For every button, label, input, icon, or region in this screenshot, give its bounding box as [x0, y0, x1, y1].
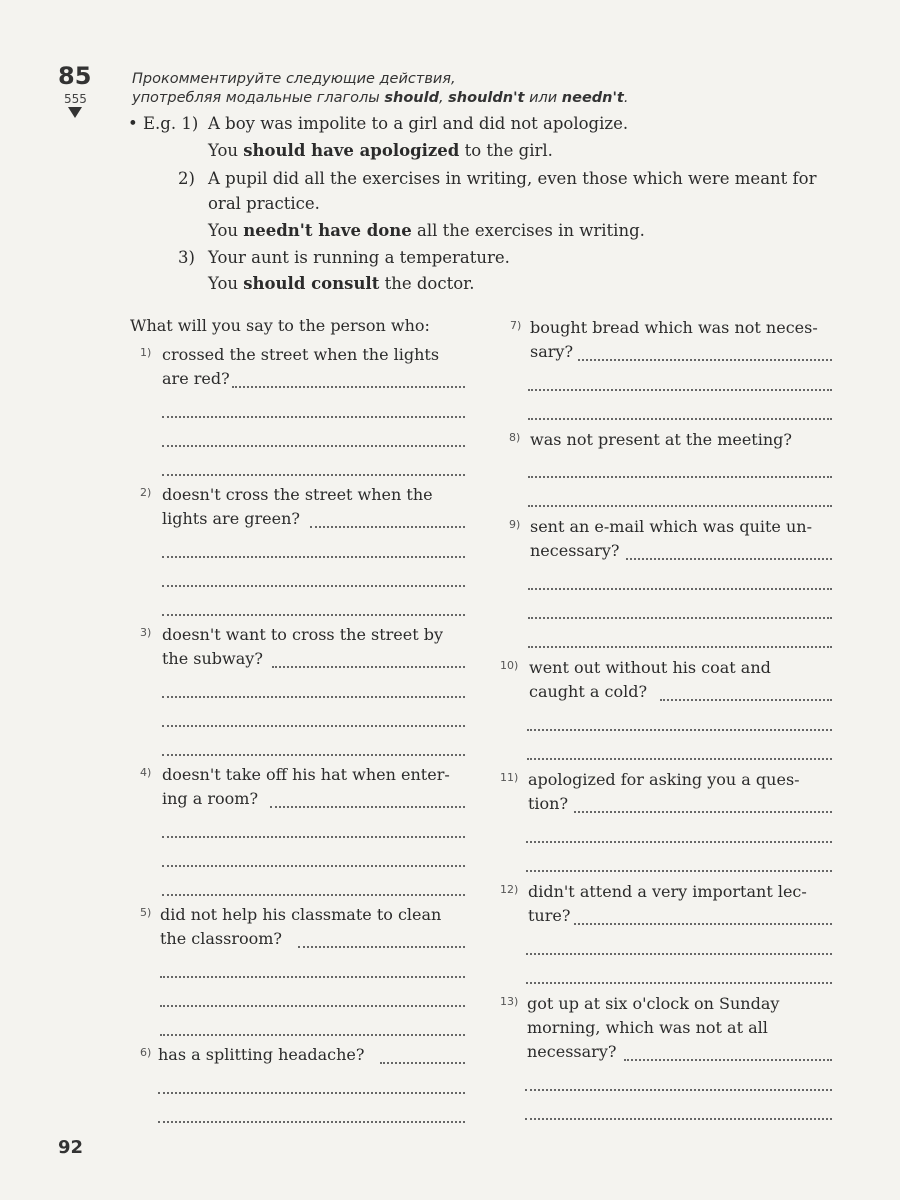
answer-line[interactable] [578, 359, 832, 361]
question-text: didn't attend a very important lec- [528, 882, 807, 901]
instruction-line2: употребляя модальные глаголы should, shouldn't или needn't. [132, 90, 629, 106]
exercise-number: 85 [58, 62, 92, 90]
question-number: 5) [140, 906, 152, 919]
question-text: bought bread which was not neces- [530, 318, 818, 337]
question-text: sary? [530, 342, 574, 361]
example-label: • E.g. 1) [128, 114, 199, 133]
answer-line[interactable] [527, 729, 832, 731]
question-text: sent an e-mail which was quite un- [530, 517, 812, 536]
answer-line[interactable] [162, 416, 465, 418]
question-text: morning, which was not at all [527, 1018, 768, 1037]
question-text: the classroom? [160, 929, 282, 948]
question-number: 8) [509, 431, 521, 444]
instruction-end: . [623, 90, 629, 106]
instruction-or: или [529, 90, 558, 106]
answer-text: to the girl. [459, 141, 553, 160]
question-text: the subway? [162, 649, 263, 668]
modal-shouldnt: shouldn't [448, 90, 525, 106]
example-2-answer [208, 221, 645, 240]
answer-line[interactable] [162, 894, 465, 896]
question-number: 9) [509, 518, 521, 531]
answer-line[interactable] [526, 870, 832, 872]
answer-line[interactable] [162, 865, 465, 867]
answer-line[interactable] [528, 476, 832, 478]
question-number: 2) [140, 486, 152, 499]
answer-line[interactable] [272, 666, 465, 668]
question-number: 3) [140, 626, 152, 639]
answer-line[interactable] [162, 585, 465, 587]
answer-text: all the exercises in writing. [411, 221, 645, 240]
answer-line[interactable] [624, 1059, 832, 1061]
answer-line[interactable] [162, 754, 465, 756]
question-text: apologized for asking you a ques- [528, 770, 800, 789]
answer-line[interactable] [298, 946, 465, 948]
answer-text: You [208, 221, 244, 240]
question-text: doesn't cross the street when the [162, 485, 433, 504]
question-text: lights are green? [162, 509, 300, 528]
triangle-down-icon [68, 107, 82, 118]
answer-line[interactable] [162, 556, 465, 558]
question-text: was not present at the meeting? [530, 430, 792, 449]
answer-bold: should have apologized [243, 141, 460, 160]
question-prompt: What will you say to the person who: [130, 316, 430, 335]
answer-line[interactable] [574, 811, 832, 813]
question-number: 11) [500, 771, 519, 784]
example-3-situation: Your aunt is running a temperature. [208, 248, 510, 267]
question-number: 10) [500, 659, 519, 672]
question-text: necessary? [527, 1042, 617, 1061]
question-number: 7) [510, 319, 522, 332]
question-number: 1) [140, 346, 152, 359]
question-text: ture? [528, 906, 571, 925]
answer-line[interactable] [158, 1092, 465, 1094]
question-text: necessary? [530, 541, 620, 560]
answer-line[interactable] [162, 445, 465, 447]
answer-line[interactable] [526, 841, 832, 843]
answer-line[interactable] [574, 923, 832, 925]
page-number: 92 [58, 1137, 84, 1158]
answer-line[interactable] [525, 1118, 832, 1120]
example-3-answer [208, 274, 474, 293]
exercise-code: 555 [64, 92, 87, 106]
instruction-line1: Прокомментируйте следующие действия, [132, 71, 456, 87]
answer-line[interactable] [525, 1089, 832, 1091]
answer-line[interactable] [270, 806, 465, 808]
instruction-text: употребляя модальные глаголы [132, 90, 385, 106]
modal-neednt: needn't [561, 90, 624, 106]
question-text: are red? [162, 369, 230, 388]
question-number: 6) [140, 1046, 152, 1059]
example-3-number: 3) [178, 248, 195, 267]
answer-line[interactable] [160, 976, 465, 978]
question-text: doesn't take off his hat when enter- [162, 765, 450, 784]
question-text: crossed the street when the lights [162, 345, 440, 364]
answer-line[interactable] [528, 617, 832, 619]
answer-text: You [208, 141, 244, 160]
answer-line[interactable] [162, 696, 465, 698]
question-number: 4) [140, 766, 152, 779]
example-2-number: 2) [178, 169, 195, 188]
example-1-situation: A boy was impolite to a girl and did not apologize. [208, 114, 629, 133]
example-2-situation-2: oral practice. [208, 194, 320, 213]
answer-line[interactable] [528, 588, 832, 590]
answer-line[interactable] [380, 1062, 465, 1064]
question-text: ing a room? [162, 789, 259, 808]
question-number: 12) [500, 883, 519, 896]
answer-line[interactable] [162, 614, 465, 616]
answer-line[interactable] [626, 558, 832, 560]
answer-line[interactable] [310, 526, 465, 528]
question-text: has a splitting headache? [158, 1045, 365, 1064]
answer-line[interactable] [162, 725, 465, 727]
answer-line[interactable] [528, 389, 832, 391]
question-number: 13) [500, 995, 519, 1008]
answer-line[interactable] [528, 505, 832, 507]
modal-should: should [384, 90, 439, 106]
answer-line[interactable] [528, 646, 832, 648]
question-text: tion? [528, 794, 569, 813]
answer-line[interactable] [528, 418, 832, 420]
answer-text: the doctor. [379, 274, 475, 293]
instruction [132, 70, 628, 108]
example-1-answer [208, 141, 553, 160]
answer-line[interactable] [526, 982, 832, 984]
answer-text: You [208, 274, 244, 293]
answer-bold: needn't have done [243, 221, 412, 240]
question-text: got up at six o'clock on Sunday [527, 994, 780, 1013]
answer-line[interactable] [526, 953, 832, 955]
answer-line[interactable] [160, 1034, 465, 1036]
answer-line[interactable] [660, 699, 832, 701]
answer-line[interactable] [160, 1005, 465, 1007]
question-text: caught a cold? [529, 682, 648, 701]
example-2-situation-1: A pupil did all the exercises in writing, even those which were meant for [208, 169, 817, 188]
question-text: went out without his coat and [529, 658, 771, 677]
question-text: did not help his classmate to clean [160, 905, 442, 924]
answer-line[interactable] [162, 474, 465, 476]
answer-line[interactable] [527, 758, 832, 760]
answer-line[interactable] [162, 836, 465, 838]
question-text: doesn't want to cross the street by [162, 625, 444, 644]
answer-line[interactable] [232, 386, 465, 388]
answer-bold: should consult [243, 274, 380, 293]
answer-line[interactable] [158, 1121, 465, 1123]
